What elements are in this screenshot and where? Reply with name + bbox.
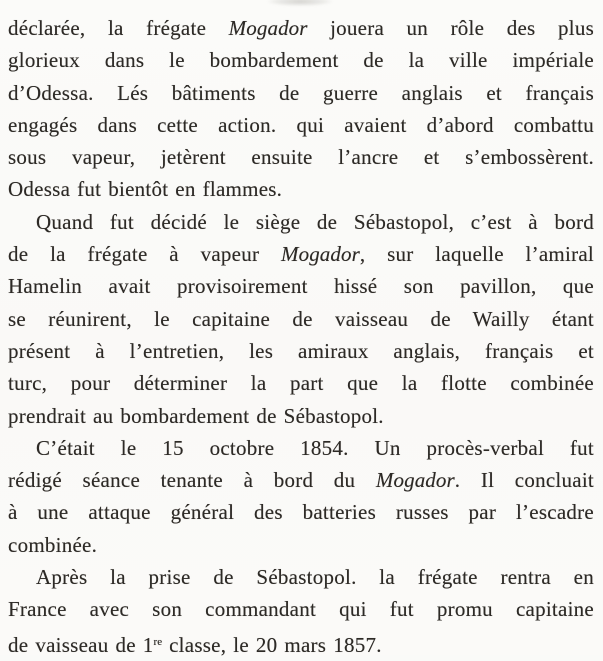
ordinal-superscript: re bbox=[153, 635, 163, 648]
text-segment: rédigé séance tenante à bord du bbox=[8, 468, 376, 493]
text-line bbox=[8, 335, 594, 367]
text-line bbox=[8, 561, 594, 593]
text-line bbox=[8, 270, 594, 302]
text-segment: déclarée, la frégate bbox=[8, 16, 229, 40]
text-line bbox=[8, 367, 594, 399]
page-header-remnant bbox=[268, 0, 332, 6]
text-segment: présent à l’entretien, les amiraux anglais, français et bbox=[8, 338, 594, 363]
text-line bbox=[8, 593, 594, 625]
text-line bbox=[8, 464, 594, 496]
text-segment: Odessa fut bientôt en flammes. bbox=[8, 177, 283, 202]
ship-name-italic: Mogador bbox=[228, 16, 308, 40]
text-segment: prendrait au bombardement de Sébastopol. bbox=[8, 403, 384, 428]
text-segment: combinée. bbox=[8, 532, 98, 557]
text-segment: à une attaque général des batteries russes par l’escadre bbox=[8, 500, 594, 525]
text-segment: sous vapeur, jetèrent ensuite l’ancre et s’embossèrent. bbox=[8, 145, 594, 170]
text-line bbox=[8, 44, 594, 76]
ship-name-italic: Mogador bbox=[375, 468, 455, 493]
text-segment: turc, pour déterminer la part que la flotte combinée bbox=[8, 371, 594, 396]
text-segment: Après la prise de Sébastopol. la frégate rentra en bbox=[36, 565, 594, 590]
text-segment: glorieux dans le bombardement de la ville impériale bbox=[8, 48, 594, 73]
text-line bbox=[8, 432, 594, 464]
text-segment: d’Odessa. Lés bâtiments de guerre anglais et français bbox=[8, 80, 594, 105]
text-line bbox=[8, 400, 594, 432]
text-segment: de la frégate à vapeur bbox=[8, 242, 281, 267]
text-segment: , sur laquelle l’amiral bbox=[359, 242, 594, 267]
text-line bbox=[8, 77, 594, 109]
text-segment: engagés dans cette action. qui avaient d’abord combattu bbox=[8, 112, 594, 137]
text-segment: C’était le 15 octobre 1854. Un procès-verbal fut bbox=[36, 435, 594, 460]
text-line bbox=[8, 109, 594, 141]
text-segment: se réunirent, le capitaine de vaisseau de Wailly étant bbox=[8, 306, 594, 331]
ship-name-italic: Mogador bbox=[281, 242, 360, 267]
text-segment: . Il concluait bbox=[454, 468, 595, 493]
text-segment: France avec son commandant qui fut promu capitaine bbox=[8, 597, 594, 622]
text-segment: jouera un rôle des plus bbox=[307, 16, 594, 40]
text-line bbox=[8, 496, 594, 528]
text-segment: de vaisseau de 1 bbox=[8, 632, 154, 657]
book-page-text bbox=[8, 12, 594, 658]
text-line bbox=[8, 12, 594, 44]
text-line bbox=[8, 529, 594, 561]
text-segment: classe, le 20 mars 1857. bbox=[162, 632, 382, 657]
text-line bbox=[8, 303, 594, 335]
text-segment: Quand fut décidé le siège de Sébastopol, c’est à bord bbox=[36, 209, 594, 234]
text-line bbox=[8, 141, 594, 173]
text-line bbox=[8, 173, 594, 205]
text-line bbox=[8, 238, 594, 270]
text-segment: Hamelin avait provisoirement hissé son pavillon, que bbox=[8, 274, 594, 299]
text-line bbox=[8, 626, 594, 658]
text-line bbox=[8, 206, 594, 238]
